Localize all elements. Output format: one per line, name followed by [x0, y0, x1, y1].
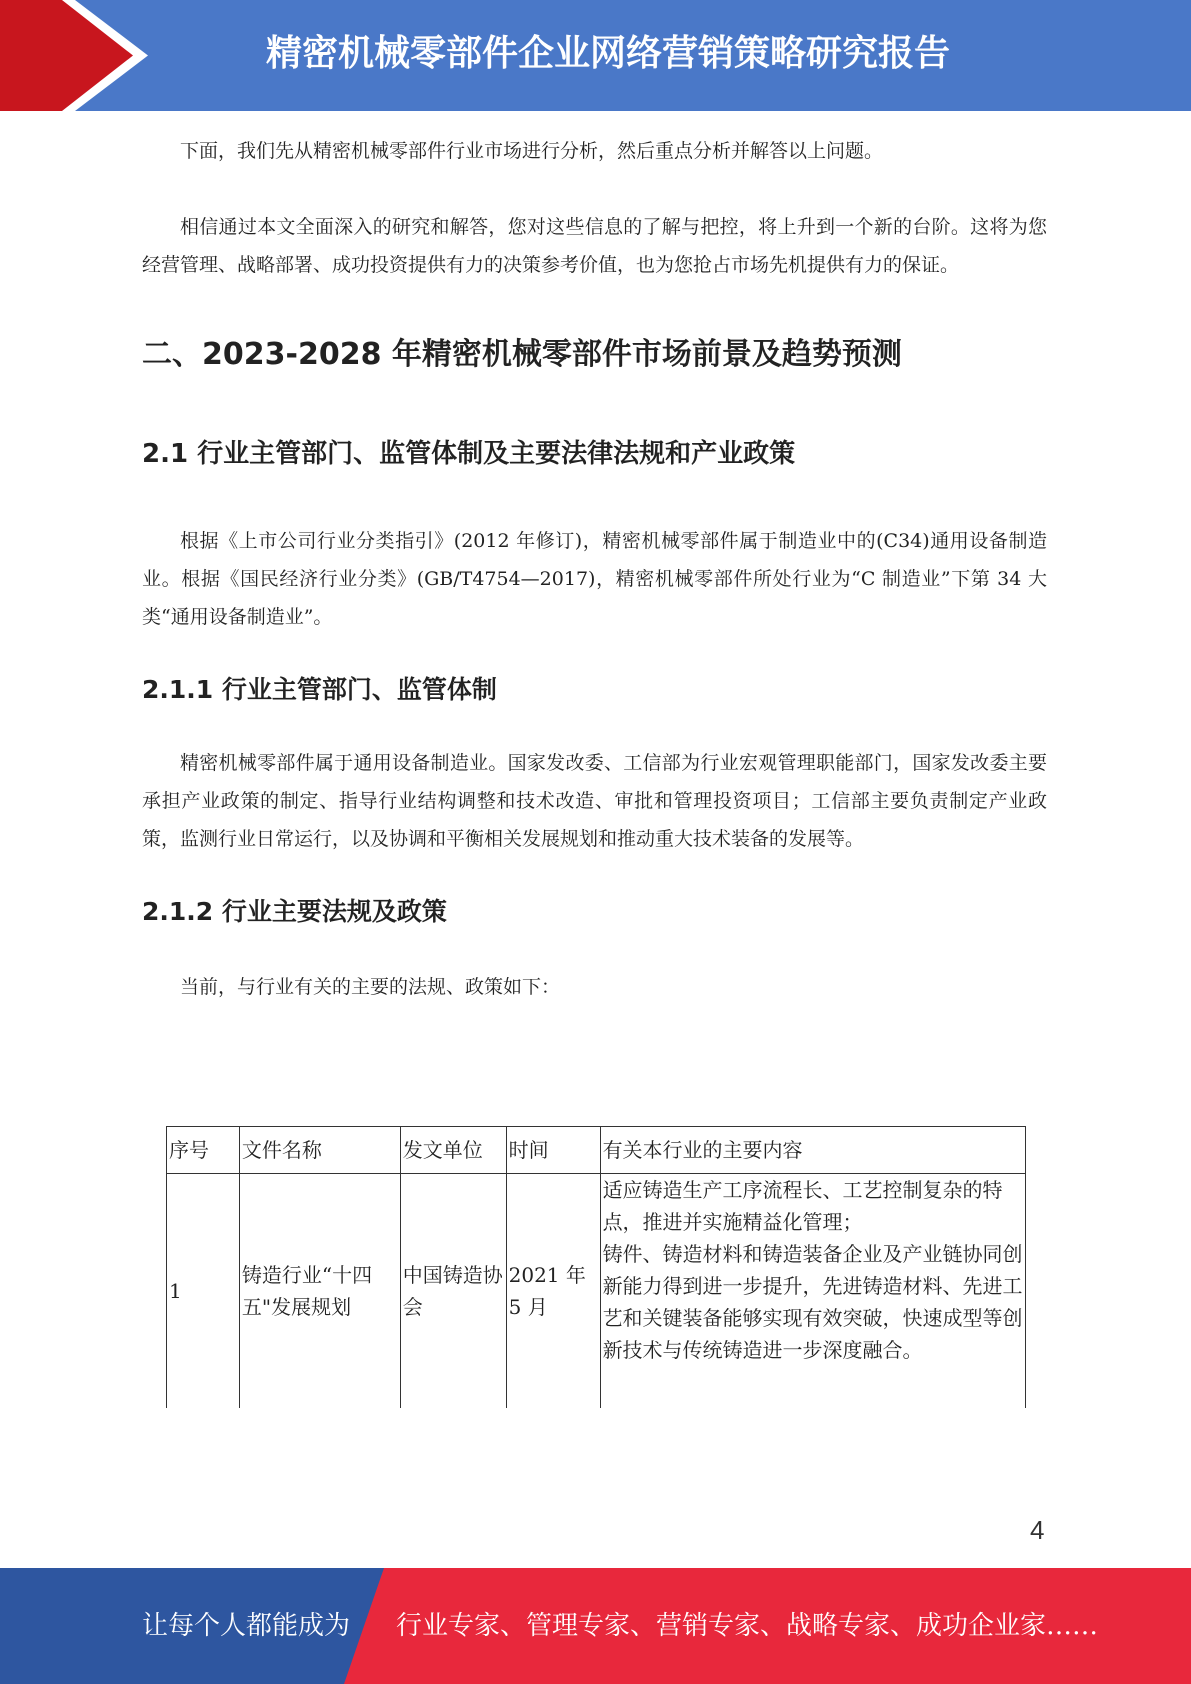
report-title: 精密机械零部件企业网络营销策略研究报告 — [265, 33, 950, 74]
section-2-1-2-heading: 2.1.2 行业主要法规及政策 — [142, 897, 447, 926]
section-2-1-heading: 2.1 行业主管部门、监管体制及主要法律法规和产业政策 — [142, 439, 796, 469]
table-header-cell: 文件名称 — [239, 1127, 400, 1174]
table-header-cell: 发文单位 — [400, 1127, 506, 1174]
table-cell-time: 2021 年 5 月 — [506, 1174, 600, 1408]
footer-slogan-right: 行业专家、管理专家、营销专家、战略专家、成功企业家…… — [396, 1611, 1099, 1641]
section-2-1-1-paragraph: 精密机械零部件属于通用设备制造业。国家发改委、工信部为行业宏观管理职能部门，国家发改委主要承担产业政策的制定、指导行业结构调整和技术改造、审批和管理投资项目；工信部主要负责制定产业政策，监测行业日常运行，以及协调和平衡相关发展规划和推动重大技术装备的发展等。 — [142, 752, 1047, 850]
page-footer — [0, 1568, 1191, 1684]
section-2-1-2-paragraph: 当前，与行业有关的主要的法规、政策如下： — [180, 976, 561, 998]
table-row — [167, 1174, 1026, 1408]
intro-paragraph-1: 下面，我们先从精密机械零部件行业市场进行分析，然后重点分析并解答以上问题。 — [180, 140, 884, 162]
intro-paragraph-2: 相信通过本文全面深入的研究和解答，您对这些信息的了解与把控，将上升到一个新的台阶。这将为您经营管理、战略部署、成功投资提供有力的决策参考价值，也为您抢占市场先机提供有力的保证。 — [142, 216, 1047, 276]
table-cell-name: 铸造行业“十四五"发展规划 — [239, 1174, 400, 1408]
table-header-cell: 序号 — [167, 1127, 240, 1174]
footer-slogan-left: 让每个人都能成为 — [142, 1611, 351, 1641]
document-body — [142, 132, 1047, 1006]
page-number: 4 — [1030, 1515, 1045, 1545]
table-header-cell: 时间 — [506, 1127, 600, 1174]
section-2-1-1-heading: 2.1.1 行业主管部门、监管体制 — [142, 675, 497, 704]
page-header — [0, 0, 1191, 111]
table-header-cell: 有关本行业的主要内容 — [600, 1127, 1025, 1174]
table-header-row — [167, 1127, 1026, 1174]
table-cell-content: 适应铸造生产工序流程长、工艺控制复杂的特点，推进并实施精益化管理； 铸件、铸造材料和铸造装备企业及产业链协同创新能力得到进一步提升，先进铸造材料、先进工艺和关键装备能够实现有效突破，快速成型等创新技术与传统铸造进一步深度融合。 — [600, 1174, 1025, 1408]
policy-table — [166, 1126, 1026, 1408]
table-cell-issuer: 中国铸造协会 — [400, 1174, 506, 1408]
section-2-heading: 二、2023-2028 年精密机械零部件市场前景及趋势预测 — [142, 337, 902, 372]
section-2-1-paragraph: 根据《上市公司行业分类指引》(2012 年修订)，精密机械零部件属于制造业中的(C34)通用设备制造业。根据《国民经济行业分类》(GB/T4754—2017)，精密机械零部件所处行业为“C 制造业”下第 34 大类“通用设备制造业”。 — [142, 530, 1047, 628]
table-cell-no: 1 — [167, 1174, 240, 1408]
